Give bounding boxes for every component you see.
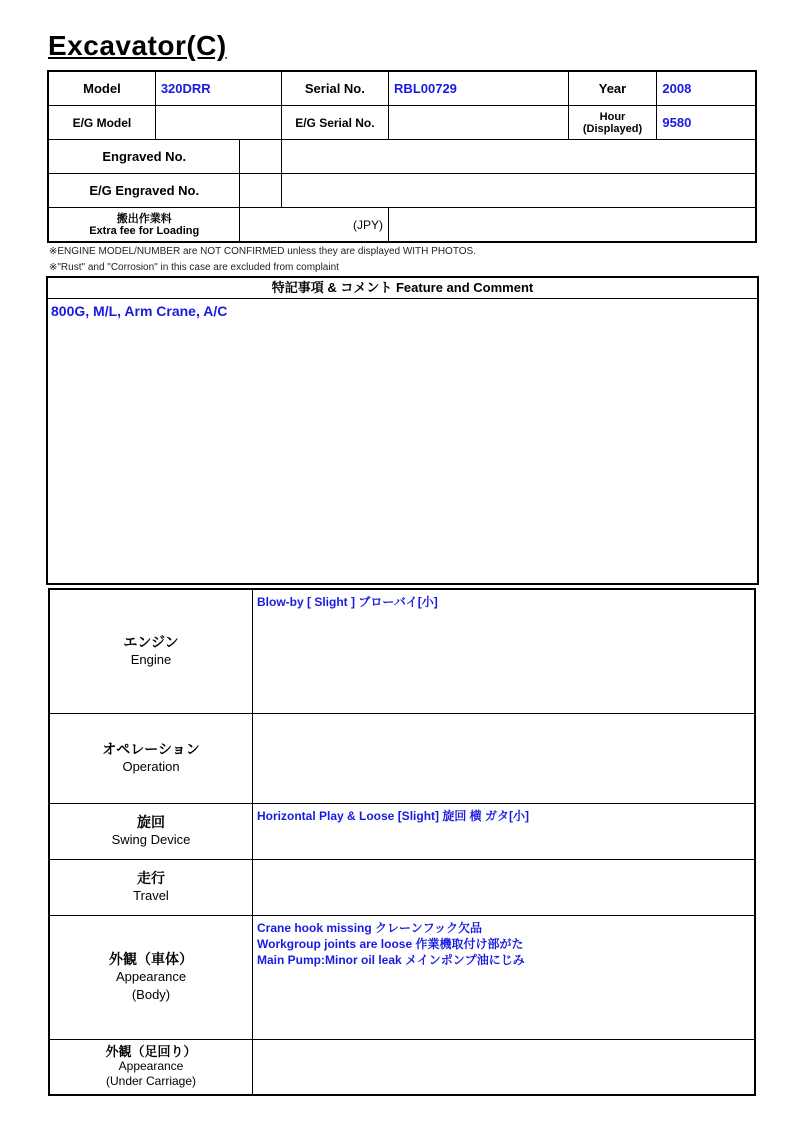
engine-note: ※ENGINE MODEL/NUMBER are NOT CONFIRMED unless they are displayed WITH PHOTOS. — [49, 246, 476, 257]
appearance-undercarriage-row — [49, 1039, 755, 1095]
travel-comment — [253, 859, 756, 915]
swing-label — [49, 803, 253, 859]
condition-table — [48, 588, 756, 1096]
serial-value: RBL00729 — [389, 71, 569, 106]
swing-row — [49, 803, 755, 859]
eg-serial-value — [389, 106, 569, 140]
appearance-body-label — [49, 915, 253, 1039]
appearance-body-line: Main Pump:Minor oil leak メインポンプ油にじみ — [257, 952, 525, 967]
eg-model-value — [155, 106, 281, 140]
loading-fee-currency: (JPY) — [240, 208, 389, 243]
appearance-undercarriage-comment — [253, 1039, 756, 1095]
model-label: Model — [48, 71, 155, 106]
swing-label-jp: 旋回 — [137, 814, 165, 830]
hour-label-line2: (Displayed) — [582, 122, 643, 135]
hour-label-line1: Hour — [599, 110, 626, 123]
appearance-body-line: Workgroup joints are loose 作業機取付け部がた — [257, 936, 524, 951]
appearance-undercarriage-label-en2: (Under Carriage) — [105, 1074, 197, 1089]
operation-label — [49, 713, 253, 803]
engraved-value — [281, 140, 756, 174]
travel-label-en: Travel — [133, 888, 169, 903]
rust-note: ※"Rust" and "Corrosion" in this case are excluded from complaint — [49, 262, 339, 273]
engine-row — [49, 589, 755, 713]
engine-comment-line: Blow-by [ Slight ] ブローバイ[小] — [257, 595, 438, 609]
operation-label-jp: オペレーション — [102, 741, 200, 757]
year-label: Year — [568, 71, 657, 106]
eg-model-label: E/G Model — [48, 106, 155, 140]
appearance-undercarriage-label-en: Appearance — [118, 1059, 184, 1074]
hour-label — [568, 106, 657, 140]
engine-comment — [253, 589, 756, 713]
engraved-box — [240, 140, 281, 174]
eg-serial-label: E/G Serial No. — [281, 106, 388, 140]
swing-comment-line: Horizontal Play & Loose [Slight] 旋回 横 ガタ[小] — [257, 808, 530, 823]
loading-fee-label-en: Extra fee for Loading — [89, 224, 200, 237]
appearance-body-row — [49, 915, 755, 1039]
loading-fee-label-jp: 搬出作業料 — [116, 212, 172, 225]
spec-table — [47, 70, 757, 243]
feature-heading: 特記事項 & コメント Feature and Comment — [48, 278, 757, 299]
loading-fee-value — [389, 208, 756, 243]
swing-comment — [253, 803, 756, 859]
feature-box — [46, 276, 759, 585]
appearance-body-line: Crane hook missing クレーンフック欠品 — [257, 920, 482, 935]
travel-label-jp: 走行 — [137, 870, 165, 886]
loading-fee-label — [48, 208, 240, 243]
appearance-undercarriage-label — [49, 1039, 253, 1095]
engine-label-en: Engine — [130, 652, 172, 668]
engine-label — [49, 589, 253, 713]
appearance-body-comment — [253, 915, 756, 1039]
operation-row — [49, 713, 755, 803]
operation-comment — [253, 713, 756, 803]
operation-label-en: Operation — [122, 759, 180, 774]
serial-label: Serial No. — [281, 71, 388, 106]
travel-label — [49, 859, 253, 915]
appearance-body-label-en: Appearance — [115, 969, 187, 984]
feature-text: 800G, M/L, Arm Crane, A/C — [51, 303, 228, 319]
eg-engraved-value — [281, 174, 756, 208]
appearance-body-label-jp: 外観（車体） — [109, 951, 193, 967]
page-title: Excavator(C) — [48, 30, 227, 61]
travel-row — [49, 859, 755, 915]
engraved-label: Engraved No. — [48, 140, 240, 174]
appearance-undercarriage-label-jp: 外観（足回り） — [105, 1044, 197, 1060]
hour-value: 9580 — [657, 106, 756, 140]
eg-engraved-box — [240, 174, 281, 208]
appearance-body-label-en2: (Body) — [131, 987, 171, 1002]
engine-label-jp: エンジン — [123, 634, 179, 651]
swing-label-en: Swing Device — [111, 832, 191, 847]
eg-engraved-label: E/G Engraved No. — [48, 174, 240, 208]
year-value: 2008 — [657, 71, 756, 106]
model-value: 320DRR — [155, 71, 281, 106]
